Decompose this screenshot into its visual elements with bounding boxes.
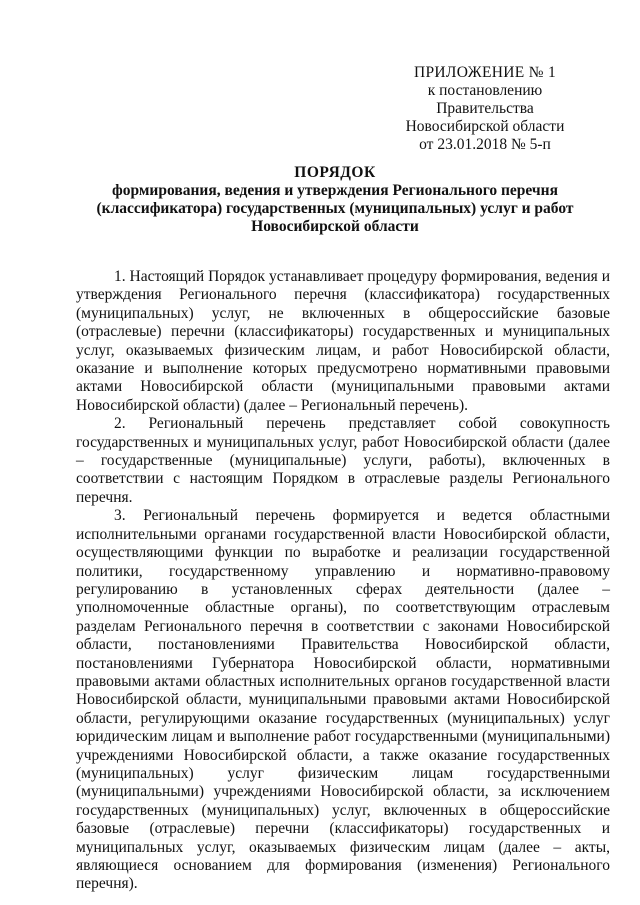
paragraph-2: 2. Региональный перечень представляет собой совокупность государственных и муниципальных услуг, работ Новосибирской области (далее – государственные (муниципальные) услуги, работы), включенных в соответствии с настоящим Порядком в отраслевые разделы Регионального перечня. xyxy=(76,415,610,506)
appendix-block xyxy=(380,64,590,154)
appendix-region: Новосибирской области xyxy=(405,118,565,135)
document-title-heading: ПОРЯДОК xyxy=(294,164,376,181)
paragraph-1: 1. Настоящий Порядок устанавливает процедуру формирования, ведения и утверждения Регионального перечня (классификатора) государственных (муниципальных) услуг, не включенных в общероссийские базовые (отраслевые) перечни (классификаторы) государственных и муниципальных услуг, оказываемых физическим лицам, и работ Новосибирской области, оказание и выполнение которых предусмотрено нормативными правовыми актами Новосибирской области (муниципальными правовыми актами Новосибирской области) (далее – Региональный перечень). xyxy=(76,268,610,414)
document-title xyxy=(60,164,610,236)
appendix-reference: к постановлению Правительства xyxy=(427,82,543,117)
appendix-title: ПРИЛОЖЕНИЕ № 1 xyxy=(413,64,557,81)
appendix-date-number: от 23.01.2018 № 5-п xyxy=(419,136,551,153)
paragraph-3: 3. Региональный перечень формируется и ведется областными исполнительными органами государственной власти Новосибирской области, осуществляющими функции по выработке и реализации государственной политики, государственному управлению и нормативно-правовому регулированию в установленных сферах деятельности (далее – уполномоченные областные органы), по соответствующим отраслевым разделам Регионального перечня в соответствии с законами Новосибирской области, постановлениями Правительства Новосибирской области, постановлениями Губернатора Новосибирской области, нормативными правовыми актами областных исполнительных органов государственной власти Новосибирской области, муниципальными правовыми актами Новосибирской области, регулирующими оказание государственных (муниципальных) услуг юридическим лицам и выполнение работ государственными (муниципальными) учреждениями Новосибирской области, а также оказание государственных (муниципальных) услуг физическим лицам государственными (муниципальными) учреждениями Новосибирской области, за исключением государственных (муниципальных) услуг, включенных в общероссийские базовые (отраслевые) перечни (классификаторы) государственных и муниципальных услуг, оказываемых физическим лицам (далее – акты, являющиеся основанием для формирования (изменения) Регионального перечня). xyxy=(76,507,610,893)
document-body xyxy=(76,268,610,894)
document-title-subject: формирования, ведения и утверждения Регионального перечня (классификатора) государственных (муниципальных) услуг и работ Новосибирской области xyxy=(96,182,574,235)
